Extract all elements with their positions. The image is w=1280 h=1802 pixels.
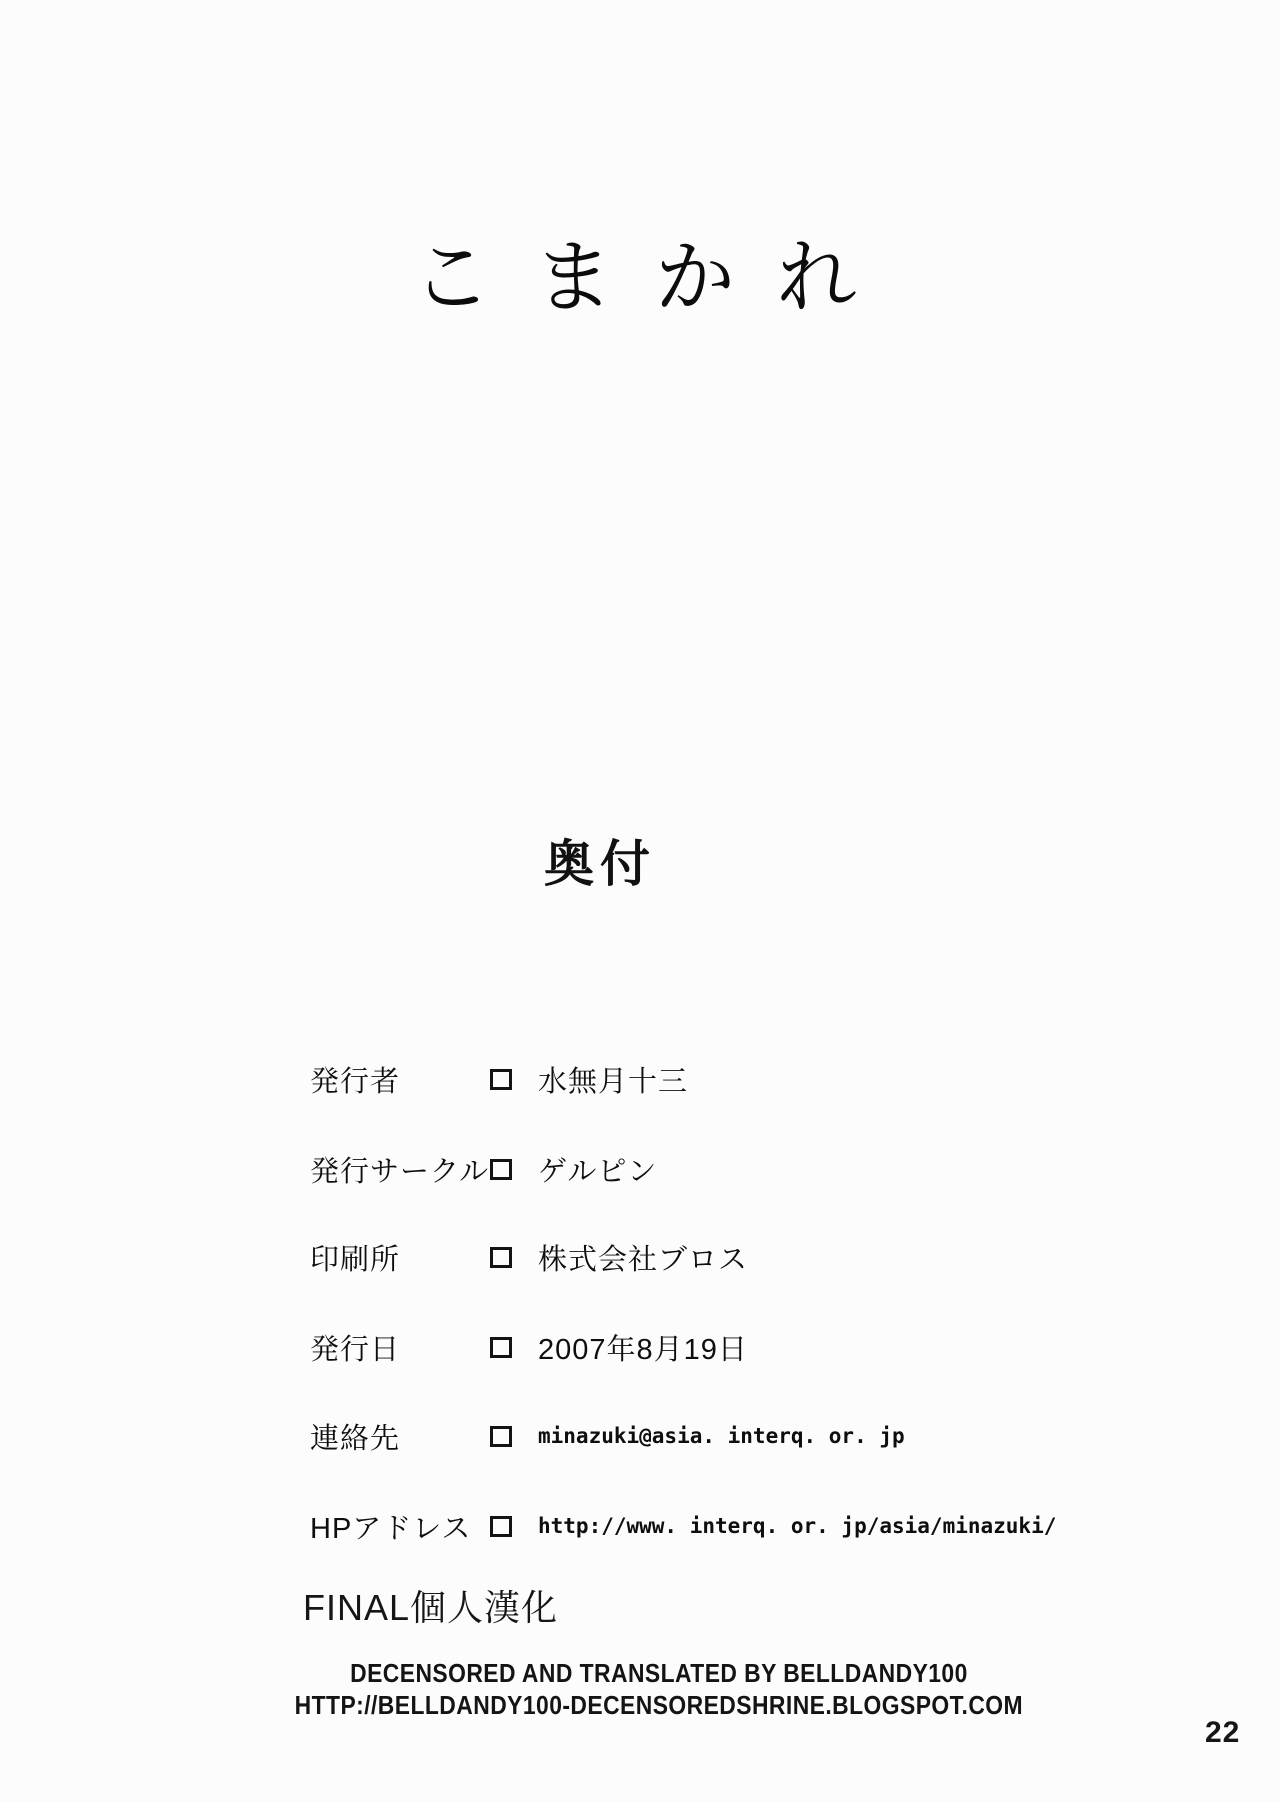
square-bullet-icon — [490, 1069, 512, 1090]
publisher-value: 水無月十三 — [538, 1065, 689, 1098]
contact-label: 連絡先 — [310, 1422, 401, 1455]
square-bullet-icon — [490, 1516, 512, 1537]
printer-label: 印刷所 — [310, 1243, 401, 1276]
credit-blog-url: HTTP://BELLDANDY100-DECENSOREDSHRINE.BLOGSPOT.COM — [294, 1690, 1024, 1720]
square-bullet-icon — [490, 1337, 512, 1358]
circle-value: ゲルピン — [538, 1155, 658, 1188]
square-bullet-icon — [490, 1426, 512, 1447]
printer-value: 株式会社ブロス — [538, 1243, 749, 1276]
square-bullet-icon — [490, 1159, 512, 1180]
square-bullet-icon — [490, 1247, 512, 1268]
colophon-row-publish-date — [310, 1330, 748, 1364]
colophon-row-printer — [310, 1240, 748, 1274]
colophon-heading: 奥付 — [544, 836, 656, 892]
publisher-label: 発行者 — [310, 1065, 401, 1098]
credit-line-1 — [0, 1658, 1280, 1689]
contact-email-value: minazuki@asia. interq. or. jp — [538, 1424, 905, 1448]
page-number: 22 — [1205, 1716, 1241, 1749]
colophon-row-circle — [310, 1152, 657, 1186]
translation-note: FINAL個人漢化 — [303, 1587, 559, 1628]
publish-date-value: 2007年8月19日 — [538, 1333, 748, 1366]
decensor-credit-text: DECENSORED AND TRANSLATED BY BELLDANDY100 — [350, 1658, 968, 1688]
publish-date-label: 発行日 — [310, 1333, 401, 1366]
homepage-url-value: http://www. interq. or. jp/asia/minazuki/ — [538, 1514, 1057, 1538]
circle-label: 発行サークル — [310, 1155, 490, 1188]
credit-line-2 — [0, 1690, 1280, 1721]
colophon-row-homepage — [310, 1509, 1056, 1543]
book-title: こまかれ — [411, 231, 899, 324]
colophon-row-publisher — [310, 1062, 688, 1096]
homepage-label: HPアドレス — [310, 1512, 472, 1545]
colophon-row-contact — [310, 1419, 905, 1453]
